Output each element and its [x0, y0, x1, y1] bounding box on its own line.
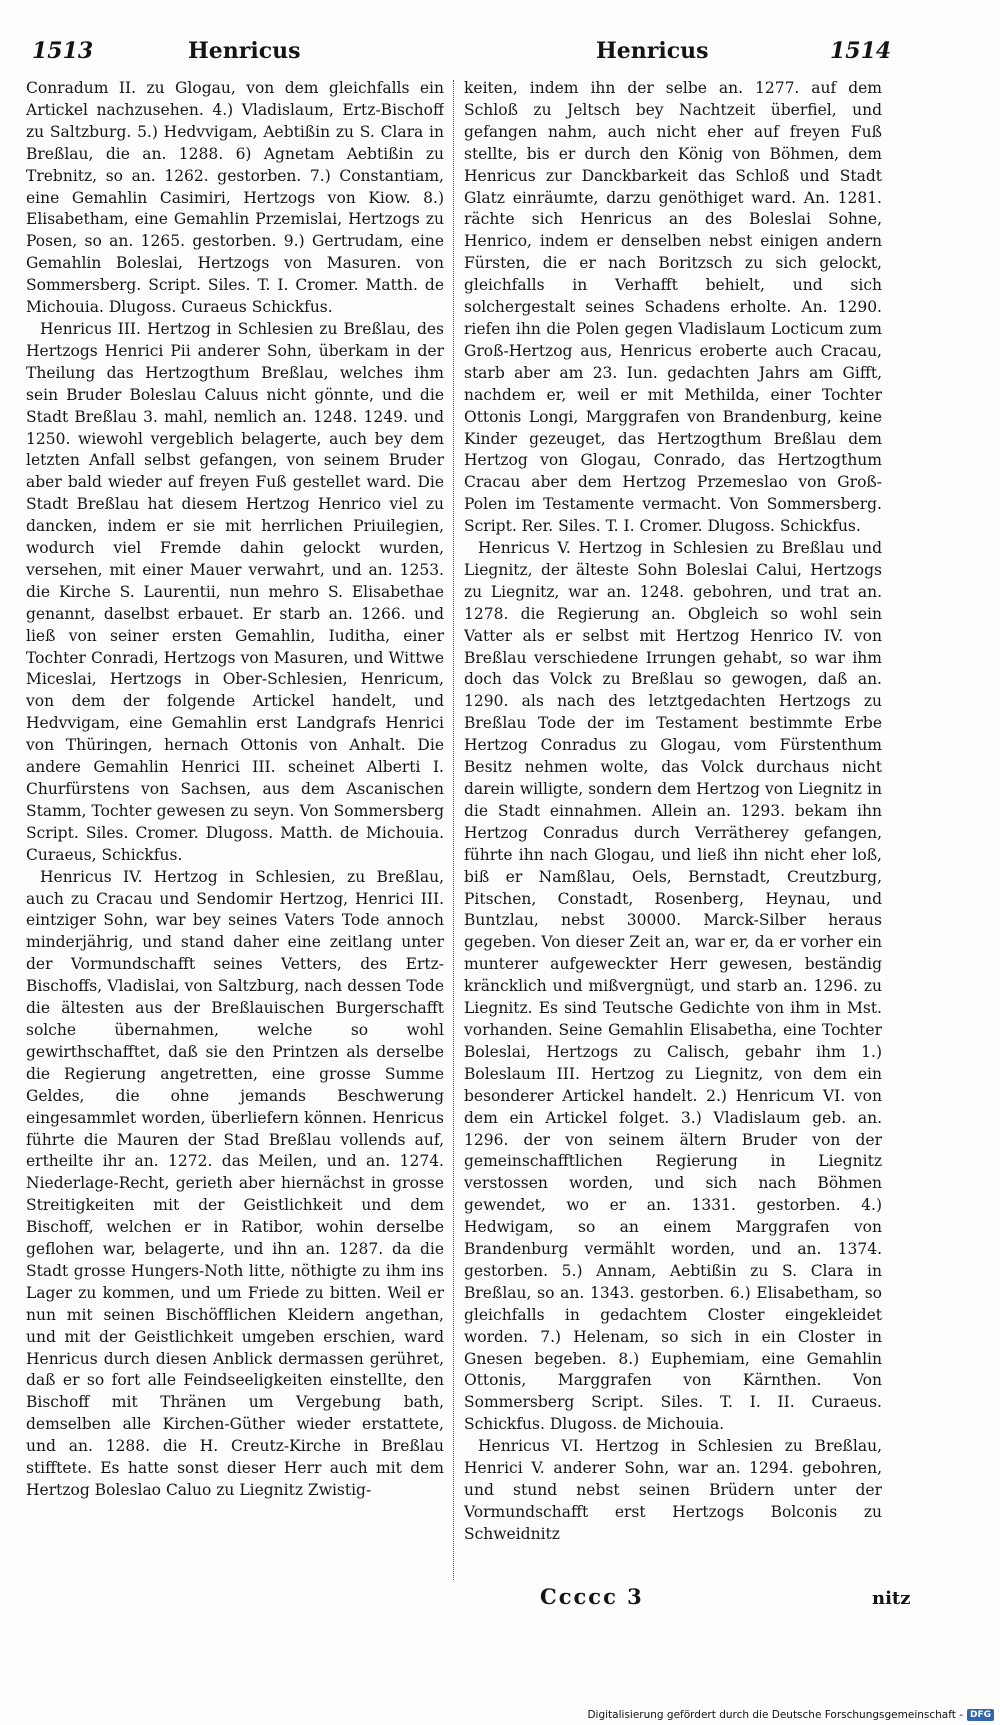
paragraph: Henricus III. Hertzog in Schlesien zu Breßlau, des Hertzogs Henrici Pii anderer Sohn, überkam in der Theilung das Hertzogthum Breßlau, welches ihm sein Bruder Boleslau Caluus nicht gönnte, und die Stadt Breßlau 3. mahl, nemlich an. 1248. 1249. und 1250. wiewohl vergeblich belagerte, auch bey dem letzten Anfall selbst gefangen, von seinem Bruder aber bald wieder auf freyen Fuß gestellet ward. Die Stadt Breßlau hat diesem Hertzog Henrico viel zu dancken, indem er sie mit herrlichen Priuilegien, wodurch viel Fremde dahin gelockt wurden, versehen, mit einer Mauer verwahrt, und an. 1253. die Kirche S. Laurentii, nun mehro S. Elisabethae genannt, daselbst erbauet. Er starb an. 1266. und ließ von seiner ersten Gemahlin, Iuditha, einer Tochter Conradi, Hertzogs von Masuren, und Wittwe Miceslai, Hertzogs in Ober-Schlesien, Henricum, von dem der folgende Artickel handelt, und Hedvvigam, eine Gemahlin erst Landgrafs Henrici von Thüringen, hernach Ottonis von Anhalt. Die andere Gemahlin Henrici III. scheinet Alberti I. Churfürstens von Sachsen, aus dem Ascanischen Stamm, Tochter gewesen zu seyn. Von Sommersberg Script. Siles. Cromer. Dlugoss. Matth. de Michouia. Curaeus, Schickfus. — [26, 319, 444, 864]
paragraph: Conradum II. zu Glogau, von dem gleichfalls ein Artickel nachzusehen. 4.) Vladislaum, Ertz-Bischoff zu Saltzburg. 5.) Hedvvigam, Aebtißin zu S. Clara in Breßlau, die an. 1288. 6) Agnetam Aebtißin zu Trebnitz, so an. 1262. gestorben. 7.) Constantiam, eine Gemahlin Casimiri, Hertzogs von Kiow. 8.) Elisabetham, eine Gemahlin Przemislai, Hertzogs zu Posen, so an. 1265. gestorben. 9.) Gertrudam, eine Gemahlin Boleslai, Hertzogs von Masuren. von Sommersberg. Script. Siles. T. I. Cromer. Matth. de Michouia. Dlugoss. Curaeus Schickfus. — [26, 79, 444, 317]
running-title-left: Henricus — [188, 38, 301, 64]
dfg-logo: DFG — [967, 1709, 994, 1721]
paragraph: Henricus V. Hertzog in Schlesien zu Breßlau und Liegnitz, der älteste Sohn Boleslai Calui, Hertzogs zu Liegnitz, war an. 1248. gebohren, und trat an. 1278. die Regierung an. Obgleich so wohl sein Vatter als er selbst mit Hertzog Henrico IV. von Breßlau verschiedene Irrungen gehabt, so war ihm doch das Volck zu Breßlau so gewogen, daß an. 1290. als nach des letztgedachten Hertzogs zu Breßlau Tode der im Testament bestimmte Erbe Hertzog Conradus zu Glogau, vom Fürstenthum Besitz nehmen wolte, das Volck durchaus nicht darein willigte, sondern dem Hertzog von Liegnitz in die Stadt einnahmen. Allein an. 1293. bekam ihn Hertzog Conradus durch Verrätherey gefangen, führte ihn nach Glogau, und ließ ihn nicht eher loß, biß er Namßlau, Oels, Bernstadt, Creutzburg, Pitschen, Constadt, Rosenberg, Heynau, und Buntzlau, nebst 30000. Marck-Silber heraus gegeben. Von dieser Zeit an, war er, da er vorher ein munterer aufgeweckter Herr gewesen, beständig kräncklich und mißvergnügt, und starb an. 1296. zu Liegnitz. Es sind Teutsche Gedichte von ihm in Mst. vorhanden. Seine Gemahlin Elisabetha, eine Tochter Boleslai, Hertzogs zu Calisch, gebahr ihm 1.) Boleslaum III. Hertzog zu Liegnitz, von dem ein besonderer Artickel handelt. 2.) Henricum VI. von dem ein Artickel folget. 3.) Vladislaum geb. an. 1296. der von seinem ältern Bruder von der gemeinschafftlichen Regierung in Liegnitz verstossen worden, und sich nach Böhmen gewendet, wo er an. 1331. gestorben. 4.) Hedwigam, so an einem Marggrafen von Brandenburg vermählt worden, und an. 1374. gestorben. 5.) Annam, Aebtißin zu S. Clara in Breßlau, so an. 1343. gestorben. 6.) Elisabetham, so gleichfalls in gedachtem Closter eingekleidet worden. 7.) Helenam, so sich in ein Closter in Gnesen begeben. 8.) Euphemiam, eine Gemahlin Ottonis, Marggrafen von Kärnthen. Von Sommersberg Script. Siles. T. I. II. Curaeus. Schickfus. Dlugoss. de Michouia. — [464, 539, 882, 1434]
book-page — [20, 0, 920, 1725]
catchword: nitz — [872, 1588, 911, 1609]
running-title-right: Henricus — [596, 38, 709, 64]
running-header — [20, 38, 920, 78]
paragraph: Henricus VI. Hertzog in Schlesien zu Breßlau, Henrici V. anderer Sohn, war an. 1294. gebohren, und stund nebst seinen Brüdern unter der Vormundschafft erst Hertzogs Bolconis zu Schweidnitz — [464, 1437, 882, 1543]
left-column — [26, 78, 444, 1578]
digitization-footer — [587, 1709, 994, 1721]
column-divider — [453, 80, 454, 1580]
signature-mark: Ccccc 3 — [540, 1584, 644, 1609]
paragraph: keiten, indem ihn der selbe an. 1277. auf dem Schloß zu Jeltsch bey Nachtzeit überfiel, und gefangen nahm, auch nicht eher auf freyen Fuß stellte, bis er durch den König von Böhmen, dem Henricus zur Danckbarkeit das Schloß und Stadt Glatz einräumte, darzu genöthiget ward. An. 1281. rächte sich Henricus an des Boleslai Sohne, Henrico, indem er denselben nebst einigen andern Fürsten, die er nach Boritzsch zu sich gelockt, gleichfalls in Verhafft behielt, und sich solchergestalt seines Schadens erholte. An. 1290. riefen ihn die Polen gegen Vladislaum Locticum zum Groß-Hertzog aus, Henricus eroberte auch Cracau, starb aber am 23. Iun. gedachten Jahrs am Gifft, nachdem er, weil er mit Methilda, einer Tochter Ottonis Longi, Marggrafen von Brandenburg, keine Kinder gezeuget, das Hertzogthum Breßlau dem Hertzog von Glogau, Conrado, das Hertzogthum Cracau aber dem Hertzog Przemeslao von Groß-Polen im Testamente vermacht. Von Sommersberg. Script. Rer. Siles. T. I. Cromer. Dlugoss. Schickfus. — [464, 79, 882, 536]
footer-text: Digitalisierung gefördert durch die Deutsche Forschungsgemeinschaft - — [587, 1709, 963, 1721]
right-column — [464, 78, 882, 1578]
page-number-right: 1514 — [830, 38, 892, 64]
page-number-left: 1513 — [32, 38, 94, 64]
paragraph: Henricus IV. Hertzog in Schlesien, zu Breßlau, auch zu Cracau und Sendomir Hertzog, Henrici III. eintziger Sohn, war bey seines Vaters Tode annoch minderjährig, und stand daher eine zeitlang unter der Vormundschafft seines Vetters, des Ertz-Bischoffs, Vladislai, von Saltzburg, nach dessen Tode die ältesten aus der Breßlauischen Burgerschafft solche übernahmen, welche so wohl gewirthschafftet, daß sie den Printzen als derselbe die Regierung angetretten, eine grosse Summe Geldes, die ohne jemands Beschwerung eingesammlet worden, überliefern können. Henricus führte die Mauren der Stad Breßlau vollends auf, ertheilte ihr an. 1272. das Meilen, und an. 1274. Niederlage-Recht, gerieth aber hiernächst in grosse Streitigkeiten mit der Geistlichkeit und dem Bischoff, welchen er in Ratibor, wohin derselbe geflohen war, belagerte, und ihn an. 1287. da die Stadt grosse Hungers-Noth litte, nöthigte zu ihm ins Lager zu kommen, und um Friede zu bitten. Weil er nun mit seinen Bischöfflichen Kleidern angethan, und mit der Geistlichkeit umgeben erschien, ward Henricus durch diesen Anblick dermassen gerühret, daß er so fort alle Feindseeligkeiten einstellte, den Bischoff mit Thränen um Vergebung bath, demselben alle Kirchen-Güther wieder erstattete, und an. 1288. die H. Creutz-Kirche in Breßlau stifftete. Es hatte sonst dieser Herr auch mit dem Hertzog Boleslao Caluo zu Liegnitz Zwistig- — [26, 867, 444, 1499]
